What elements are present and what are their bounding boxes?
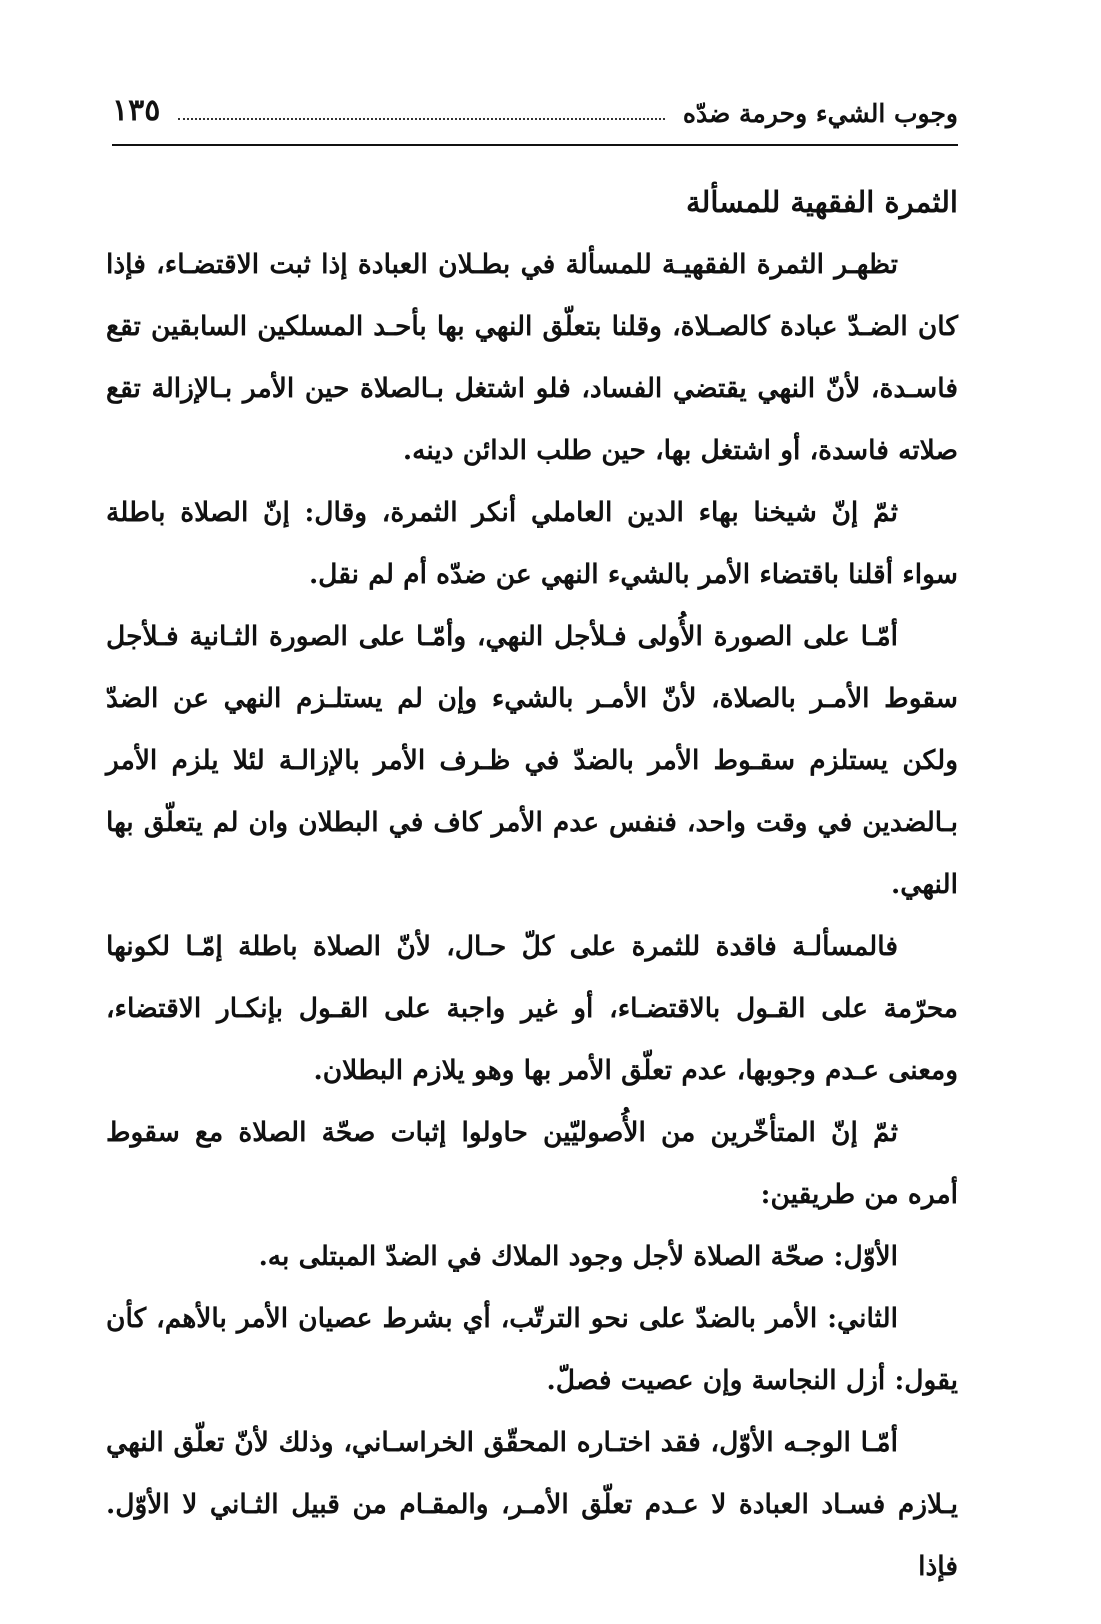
paragraph-7: الثاني: الأمر بالضدّ على نحو الترتّب، أي بشرط عصيان الأمر بالأهم، كأن يقول: أزل النجاسة وإن عصيت فصلّ.	[106, 1303, 958, 1396]
paragraph-6: الأوّل: صحّة الصلاة لأجل وجود الملاك في الضدّ المبتلى به.	[258, 1241, 898, 1272]
paragraph-3: أمّـا على الصورة الأُولى فـلأجل النهي، وأمّـا على الصورة الثـانية فـلأجل سقوط الأمـر بالصلاة، لأنّ الأمـر بالشيء وإن لم يستلـزم النهي عن الضدّ ولكن يستلزم سقـوط الأمر بالضدّ في ظـرف الأمر بالإزالـة لئلا يلزم الأمر بـالضدين في وقت واحد، فنفس عدم الأمر كاف في البطلان وان لم يتعلّق بها النهي.	[106, 621, 958, 900]
leader-dots	[178, 117, 665, 120]
body-text	[106, 170, 958, 1598]
paragraph-5: ثمّ إنّ المتأخّرين من الأُصوليّين حاولوا إثبات صحّة الصلاة مع سقوط أمره من طريقين:	[106, 1117, 958, 1210]
paragraph-1: تظهـر الثمرة الفقهيـة للمسألة في بطـلان العبادة إذا ثبت الاقتضـاء، فإذا كان الضـدّ عبادة كالصـلاة، وقلنا بتعلّق النهي بها بأحـد المسلكين السابقين تقع فاسـدة، لأنّ النهي يقتضي الفساد، فلو اشتغل بـالصلاة حين الأمر بـالإزالة تقع صلاته فاسدة، أو اشتغل بها، حين طلب الدائن دينه.	[106, 249, 958, 466]
section-heading: الثمرة الفقهية للمسألة	[686, 185, 958, 219]
running-title: وجوب الشيء وحرمة ضدّه	[682, 99, 958, 128]
page-number: ١٣٥	[112, 93, 161, 128]
paragraph-2: ثمّ إنّ شيخنا بهاء الدين العاملي أنكر الثمرة، وقال: إنّ الصلاة باطلة سواء أقلنا باقتضاء الأمر بالشيء النهي عن ضدّه أم لم نقل.	[106, 497, 958, 590]
paragraph-4: فالمسألـة فاقدة للثمرة على كلّ حـال، لأنّ الصلاة باطلة إمّـا لكونها محرّمة على القـول بالاقتضـاء، أو غير واجبة على القـول بإنكـار الاقتضاء، ومعنى عـدم وجوبها، عدم تعلّق الأمر بها وهو يلازم البطلان.	[106, 931, 958, 1086]
running-header	[112, 78, 958, 128]
paragraph-8: أمّـا الوجـه الأوّل، فقد اختـاره المحقّق الخراسـاني، وذلك لأنّ تعلّق النهي يـلازم فسـاد العبادة لا عـدم تعلّق الأمـر، والمقـام من قبيل الثـاني لا الأوّل. فإذا	[106, 1427, 958, 1582]
header-rule	[112, 144, 958, 146]
